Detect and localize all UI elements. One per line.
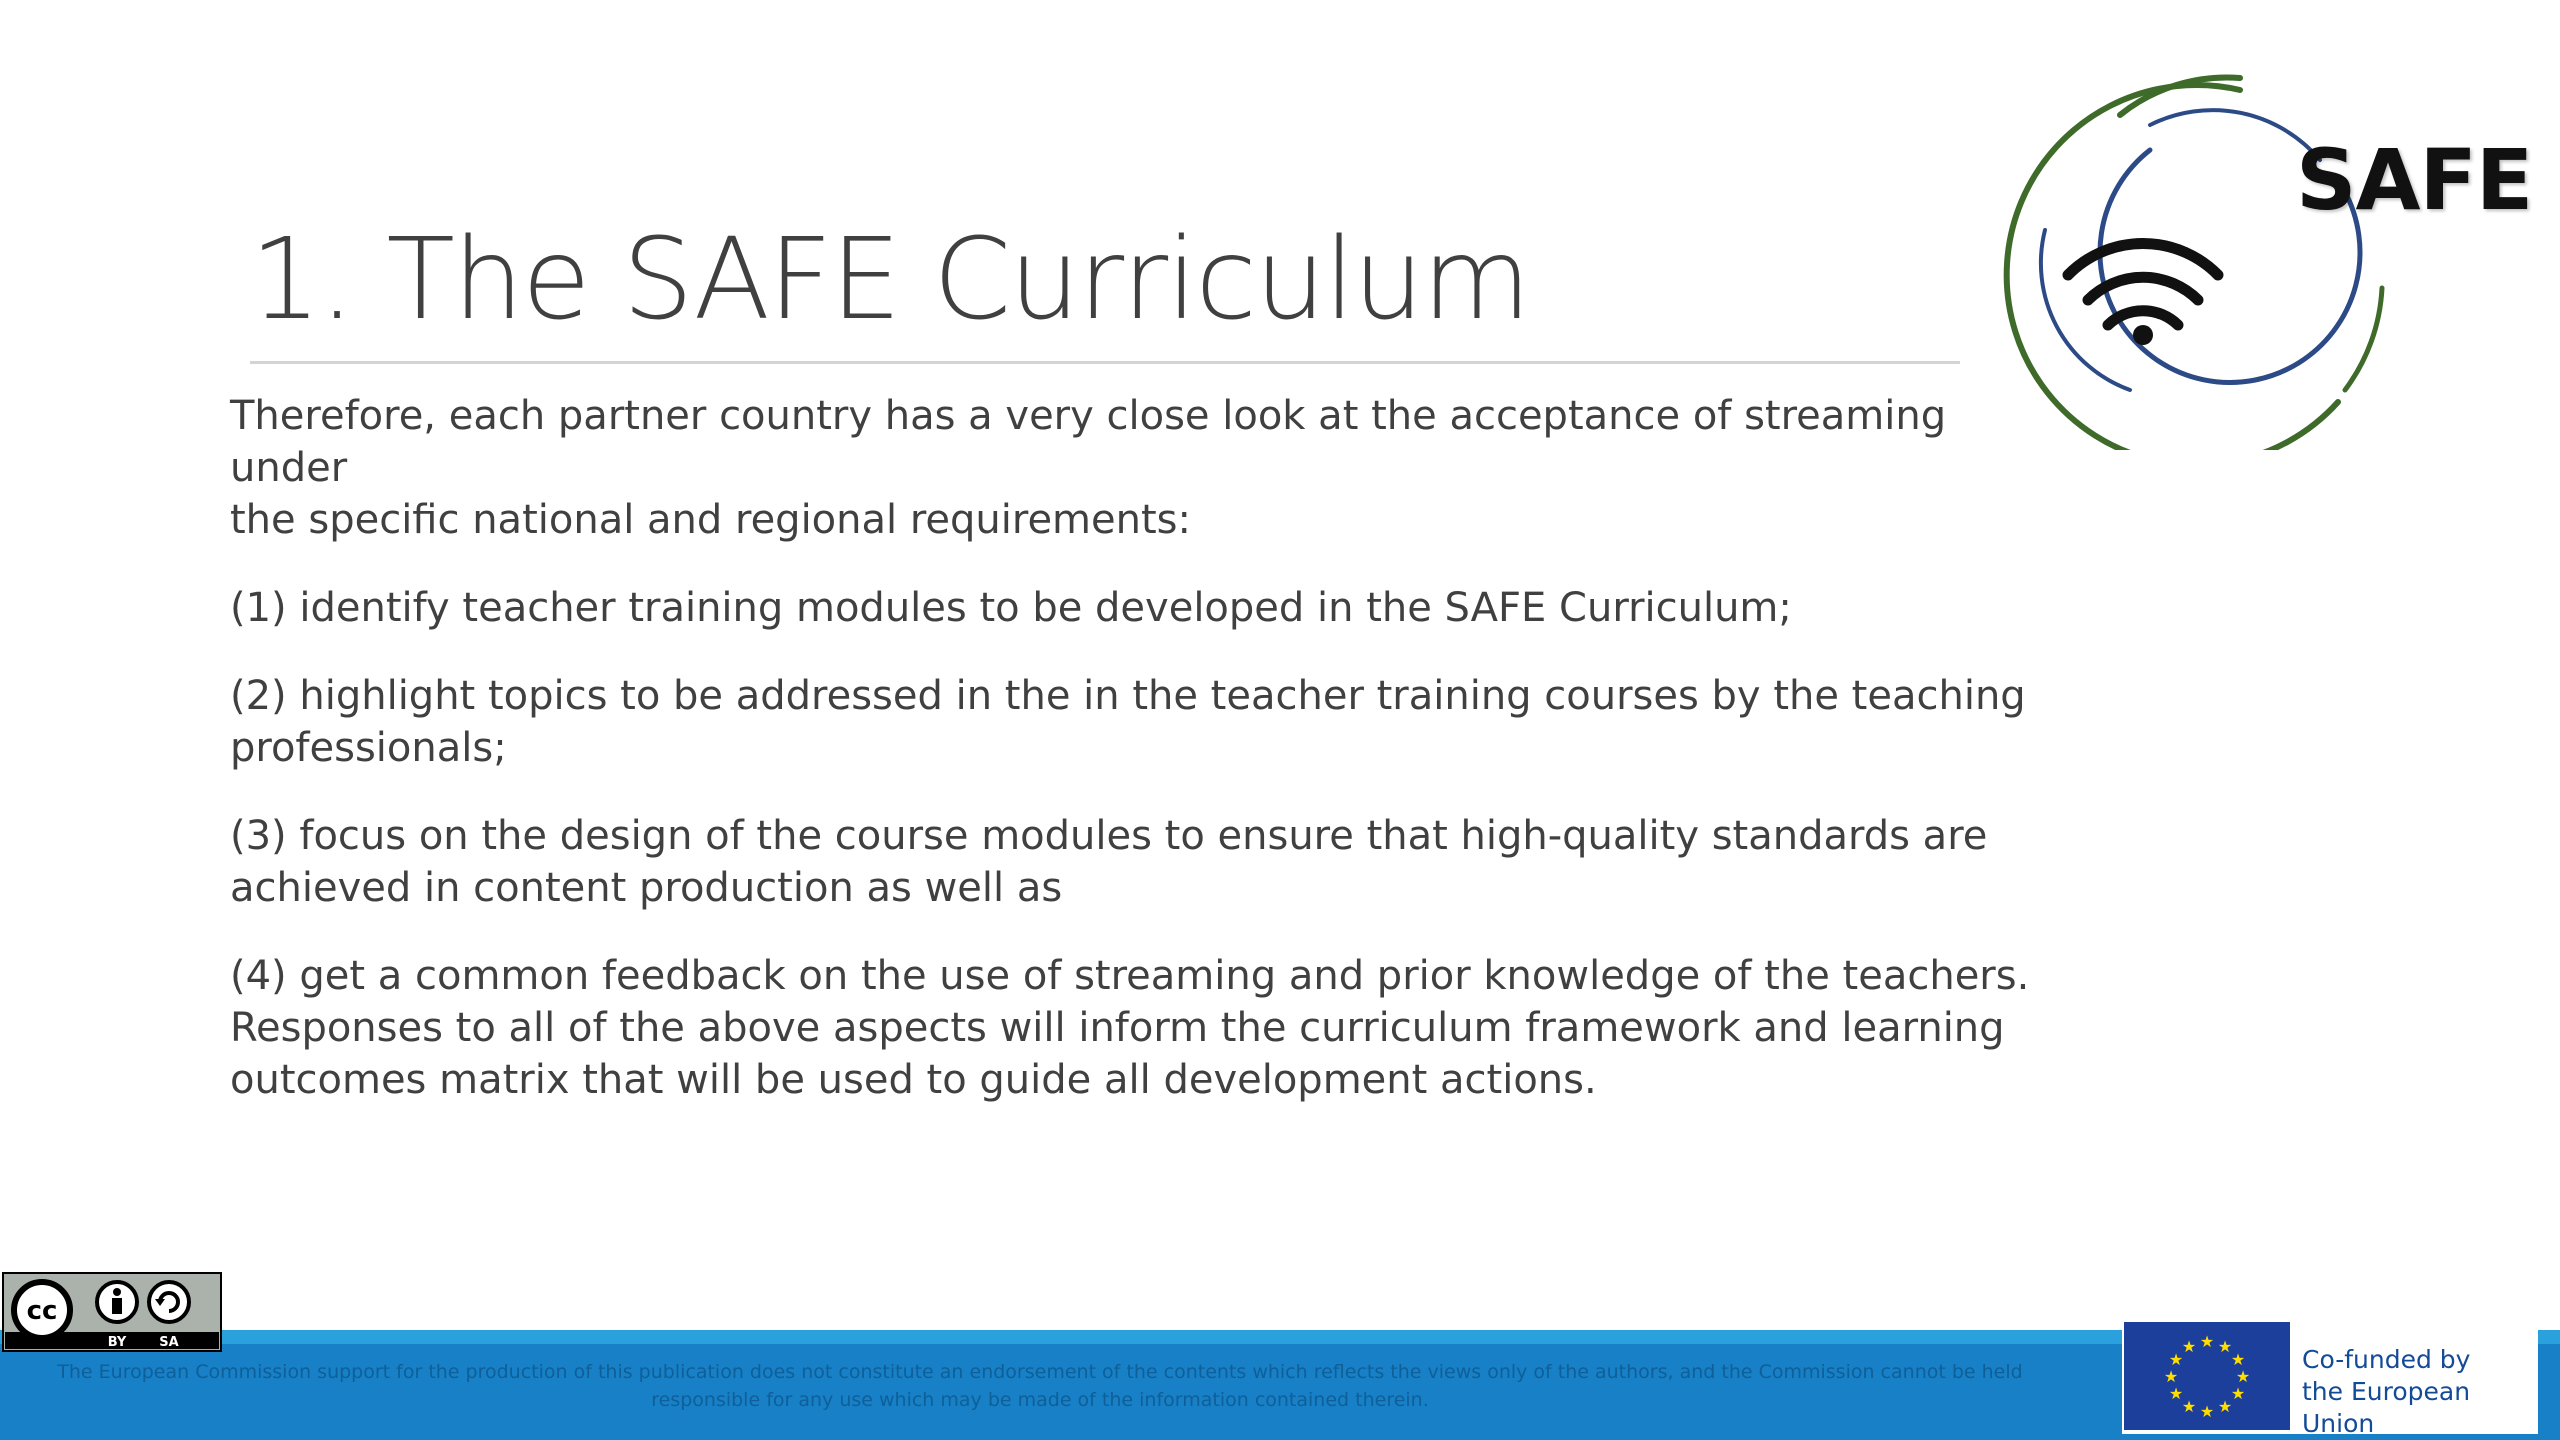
cc-by-label: BY: [107, 1335, 127, 1350]
svg-text:★: ★: [2163, 1367, 2179, 1386]
svg-text:★: ★: [2217, 1337, 2233, 1356]
svg-text:★: ★: [2230, 1350, 2246, 1369]
slide-body: [230, 390, 2030, 1142]
cc-by-sa-icon[interactable]: [2, 1272, 222, 1352]
svg-text:★: ★: [2235, 1367, 2251, 1386]
svg-text:cc: cc: [26, 1296, 58, 1326]
svg-text:★: ★: [2168, 1384, 2184, 1403]
paragraph-item-4: (4) get a common feedback on the use of streaming and prior knowledge of the teachers. Responses to all of the above aspects will inform the curriculum framework and learning outcomes matrix that will be used to guide all development actions.: [230, 953, 2030, 1103]
slide-title: 1. The SAFE Curriculum: [250, 215, 1530, 345]
title-divider: [250, 361, 1960, 364]
svg-text:★: ★: [2217, 1397, 2233, 1416]
paragraph-intro: Therefore, each partner country has a very close look at the acceptance of streaming under the specific national and regional requirements:: [230, 393, 1947, 543]
safe-logo-text: SAFE: [2296, 131, 2533, 229]
paragraph-item-3: (3) focus on the design of the course modules to ensure that high-quality standards are achieved in content production as well as: [230, 813, 1988, 911]
cc-sa-label: SA: [159, 1335, 179, 1350]
svg-text:★: ★: [2199, 1402, 2215, 1421]
wifi-icon: [2068, 243, 2218, 345]
paragraph-item-2: (2) highlight topics to be addressed in the in the teacher training courses by the teaching professionals;: [230, 673, 2026, 771]
safe-logo: [1950, 60, 2520, 450]
paragraph-item-1: (1) identify teacher training modules to be developed in the SAFE Curriculum;: [230, 585, 1792, 631]
eu-flag-icon: [2122, 1320, 2292, 1432]
svg-text:★: ★: [2230, 1384, 2246, 1403]
eu-cofunded-badge: [2122, 1318, 2538, 1438]
svg-text:★: ★: [2181, 1337, 2197, 1356]
eu-cofunded-text: Co-funded by the European Union: [2302, 1345, 2471, 1438]
svg-text:★: ★: [2168, 1350, 2184, 1369]
eu-disclaimer: The European Commission support for the production of this publication does not constitute an endorsement of the contents which reflects the views only of the authors, and the Commission cannot be held responsible for any use which may be made of the information contained therein.: [57, 1361, 2023, 1411]
svg-text:★: ★: [2199, 1332, 2215, 1351]
svg-text:★: ★: [2181, 1397, 2197, 1416]
